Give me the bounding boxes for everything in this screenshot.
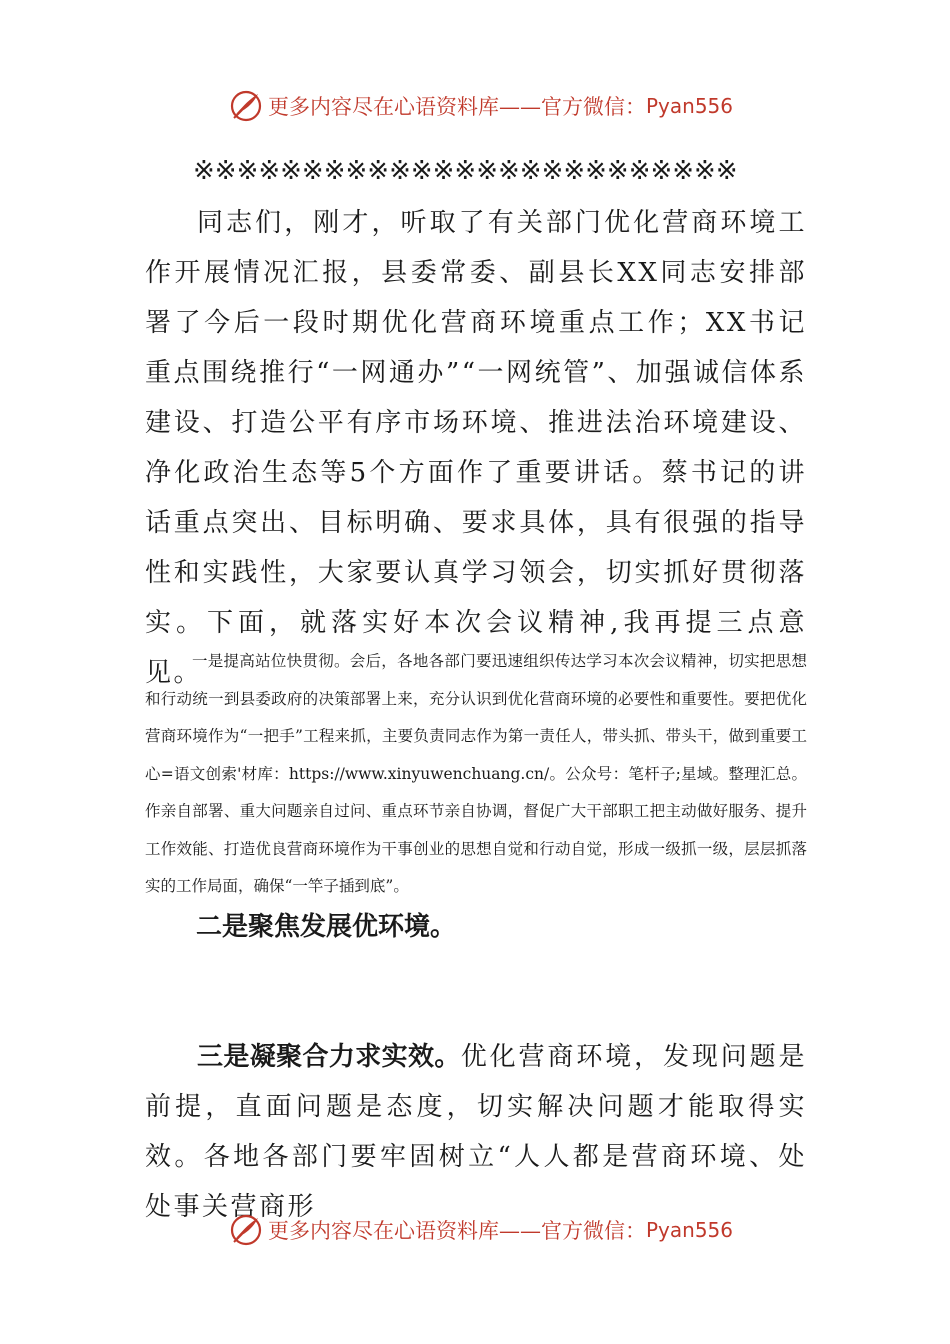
- point-three-body: 优化营商环境，发现问题是前提，直面问题是态度，切实解决问题才能取得实效。各地各部门要牢固树立“人人都是营商环境、处处事关营商形: [145, 1042, 807, 1222]
- header-banner: [228, 86, 748, 126]
- footer-wechat-id: Pyan556: [646, 1218, 734, 1242]
- heading-point-two: 二是聚焦发展优环境。: [196, 912, 457, 942]
- point-three-lead: 三是凝聚合力求实效。: [197, 1042, 461, 1072]
- separator-line: ※※※※※※※※※※※※※※※※※※※※※※※※※: [193, 156, 738, 186]
- footer-banner: [228, 1210, 748, 1250]
- footer-brand-text: 更多内容尽在心语资料库——官方微信：: [268, 1219, 646, 1243]
- header-brand-text: 更多内容尽在心语资料库——官方微信：: [268, 95, 646, 119]
- quill-logo-icon: [228, 88, 264, 124]
- paragraph-intro: 同志们，刚才，听取了有关部门优化营商环境工作开展情况汇报，县委常委、副县长XX同志安排部署了今后一段时期优化营商环境重点工作；XX书记重点围绕推行“一网通办”“一网统管”、加强诚信体系建设、打造公平有序市场环境、推进法治环境建设、净化政治生态等5个方面作了重要讲话。蔡书记的讲话重点突出、目标明确、要求具体，具有很强的指导性和实践性，大家要认真学习领会，切实抓好贯彻落实。下面，就落实好本次会议精神,我再提三点意见。: [145, 208, 807, 688]
- header-wechat-id: Pyan556: [646, 94, 734, 118]
- paragraph-point-three: [145, 1032, 807, 1232]
- paragraph-point-one: 一是提高站位快贯彻。会后，各地各部门要迅速组织传达学习本次会议精神，切实把思想和行动统一到县委政府的决策部署上来，充分认识到优化营商环境的必要性和重要性。要把优化营商环境作为“一把手”工程来抓，主要负责同志作为第一责任人，带头抓、带头干，做到重要工心=语文创索'材库：https://www.xinyuwenchuang.cn/。公众号：笔杆子;星域。整理汇总。作亲自部署、重大问题亲自过问、重点环节亲自协调，督促广大干部职工把主动做好服务、提升工作效能、打造优良营商环境作为干事创业的思想自觉和行动自觉，形成一级抓一级，层层抓落实的工作局面，确保“一竿子插到底”。: [145, 652, 807, 895]
- quill-logo-icon: [228, 1212, 264, 1248]
